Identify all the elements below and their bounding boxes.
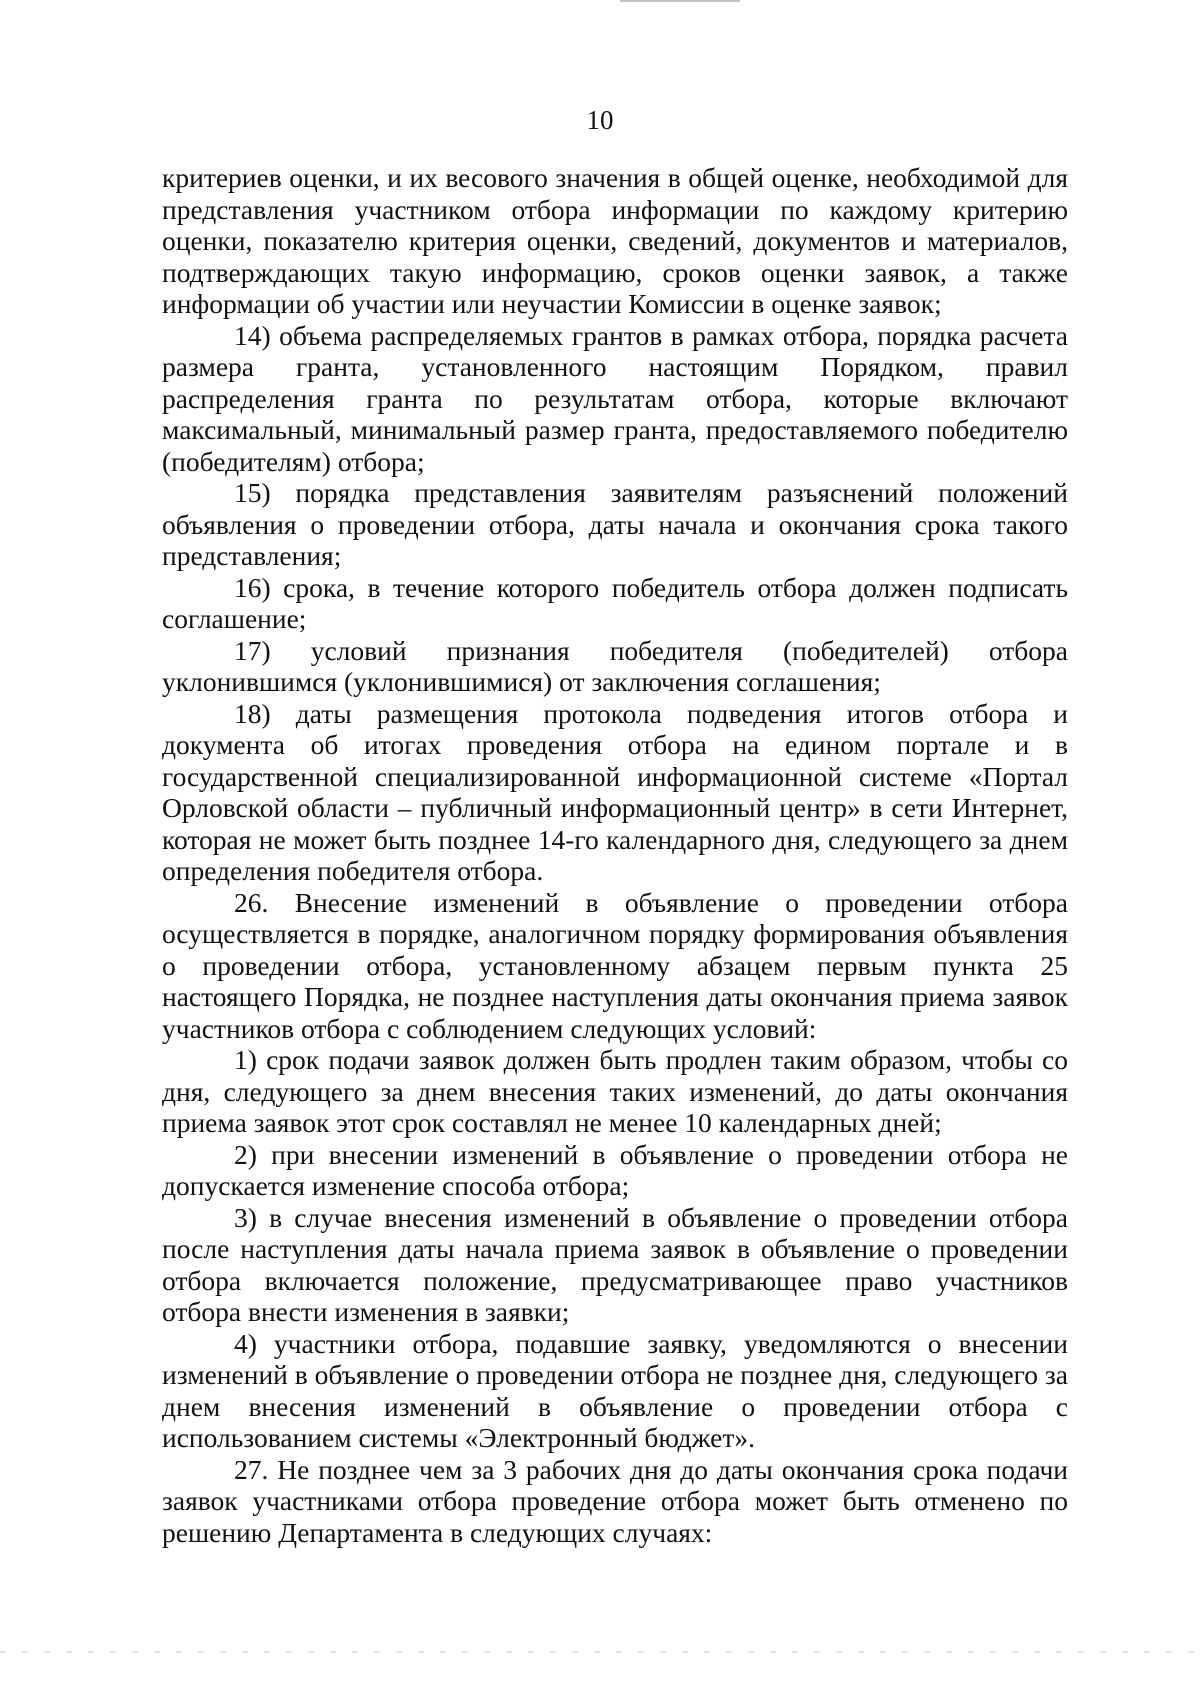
- paragraph-condition-2: 2) при внесении изменений в объявление о проведении отбора не допускается изменение способа отбора;: [162, 1138, 1068, 1201]
- paragraph-condition-1: 1) срок подачи заявок должен быть продлен таким образом, чтобы со дня, следующего за днем внесения таких изменений, до даты окончания приема заявок этот срок составлял не менее 10 календарных дней;: [162, 1044, 1068, 1138]
- paragraph-section-26: 26. Внесение изменений в объявление о проведении отбора осуществляется в порядке, аналогичном порядку формирования объявления о проведении отбора, установленному абзацем первым пункта 25 настоящего Порядка, не позднее наступления даты окончания приема заявок участников отбора с соблюдением следующих условий:: [162, 886, 1068, 1044]
- document-body: [162, 162, 1068, 1548]
- paragraph-item-18: 18) даты размещения протокола подведения итогов отбора и документа об итогах проведения отбора на едином портале и в государственной специализированной информационной системе «Портал Орловской области – публичный информационный центр» в сети Интернет, которая не может быть позднее 14-го календарного дня, следующего за днем определения победителя отбора.: [162, 697, 1068, 886]
- paragraph-condition-4: 4) участники отбора, подавшие заявку, уведомляются о внесении изменений в объявление о проведении отбора не позднее дня, следующего за днем внесения изменений в объявление о проведении отбора с использованием системы «Электронный бюджет».: [162, 1327, 1068, 1453]
- paragraph-item-14: 14) объема распределяемых грантов в рамках отбора, порядка расчета размера гранта, установленного настоящим Порядком, правил распределения гранта по результатам отбора, которые включают максимальный, минимальный размер гранта, предоставляемого победителю (победителям) отбора;: [162, 319, 1068, 477]
- paragraph-criteria-continuation: критериев оценки, и их весового значения в общей оценке, необходимой для представления участником отбора информации по каждому критерию оценки, показателю критерия оценки, сведений, документов и материалов, подтверждающих такую информацию, сроков оценки заявок, а также информации об участии или неучастии Комиссии в оценке заявок;: [162, 162, 1068, 319]
- scan-artifact-top: [620, 0, 740, 2]
- paragraph-item-15: 15) порядка представления заявителям разъяснений положений объявления о проведении отбора, даты начала и окончания срока такого представления;: [162, 477, 1068, 571]
- paragraph-item-16: 16) срока, в течение которого победитель отбора должен подписать соглашение;: [162, 571, 1068, 634]
- paragraph-item-17: 17) условий признания победителя (победителей) отбора уклонившимся (уклонившимися) от заключения соглашения;: [162, 634, 1068, 697]
- page-number: 10: [586, 105, 614, 135]
- paragraph-condition-3: 3) в случае внесения изменений в объявление о проведении отбора после наступления даты начала приема заявок в объявление о проведении отбора включается положение, предусматривающее право участников отбора внести изменения в заявки;: [162, 1201, 1068, 1327]
- scan-artifact-bottom: [0, 1651, 1200, 1653]
- paragraph-section-27: 27. Не позднее чем за 3 рабочих дня до даты окончания срока подачи заявок участниками отбора проведение отбора может быть отменено по решению Департамента в следующих случаях:: [162, 1453, 1068, 1548]
